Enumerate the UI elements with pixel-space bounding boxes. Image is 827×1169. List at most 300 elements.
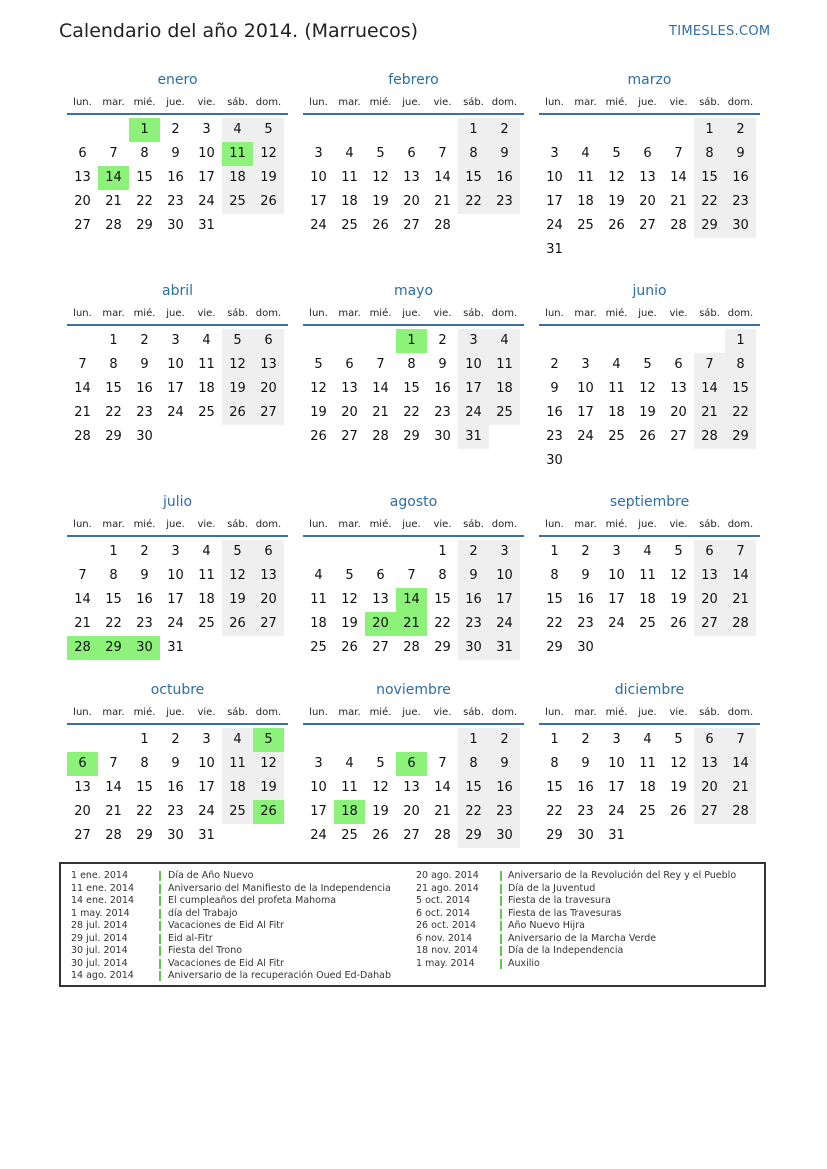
- day-cell: 24: [546, 218, 563, 233]
- day-cell: 9: [140, 357, 149, 372]
- day-cell: 12: [372, 780, 389, 795]
- day-cell: 5: [345, 568, 354, 583]
- day-cell: 27: [253, 612, 284, 636]
- day-cell: 2: [489, 118, 520, 142]
- weekday-header: mar.: [338, 519, 361, 530]
- day-cell: 16: [136, 381, 153, 396]
- day-cell: 26: [608, 218, 625, 233]
- holiday-day-cell: 14: [98, 166, 129, 190]
- day-cell: 1: [458, 728, 489, 752]
- weekday-header: sáb.: [699, 519, 720, 530]
- holiday-marker: [159, 871, 161, 881]
- day-cell: 31: [198, 828, 215, 843]
- day-cell: 13: [341, 381, 358, 396]
- holiday-marker: [159, 896, 161, 906]
- weekday-header: jue.: [166, 97, 185, 108]
- weekday-header: mar.: [102, 707, 125, 718]
- day-cell: 20: [694, 776, 725, 800]
- day-cell: 19: [222, 588, 253, 612]
- day-cell: 7: [376, 357, 385, 372]
- holiday-day-cell: 1: [396, 329, 427, 353]
- month-divider: [539, 535, 760, 537]
- weekday-header: sáb.: [227, 519, 248, 530]
- weekday-header: mié.: [605, 519, 628, 530]
- day-cell: 31: [489, 636, 520, 660]
- day-cell: 3: [171, 544, 180, 559]
- day-cell: 17: [167, 592, 184, 607]
- day-cell: 25: [222, 190, 253, 214]
- month-divider: [67, 324, 288, 326]
- day-cell: 16: [577, 780, 594, 795]
- day-cell: 8: [109, 568, 118, 583]
- holiday-date: 18 nov. 2014: [416, 945, 479, 956]
- weekday-header: vie.: [433, 707, 452, 718]
- day-cell: 22: [105, 616, 122, 631]
- day-cell: 17: [577, 405, 594, 420]
- weekday-header: jue.: [638, 308, 657, 319]
- day-cell: 19: [372, 804, 389, 819]
- holiday-day-cell: 18: [334, 800, 365, 824]
- weekday-header: vie.: [433, 308, 452, 319]
- holiday-date: 6 nov. 2014: [416, 932, 472, 944]
- day-cell: 23: [489, 190, 520, 214]
- day-cell: 2: [489, 728, 520, 752]
- day-cell: 7: [725, 540, 756, 564]
- day-cell: 13: [670, 381, 687, 396]
- day-cell: 1: [458, 118, 489, 142]
- holiday-date: 1 may. 2014: [416, 957, 475, 969]
- holiday-name: Aniversario de la Revolución del Rey y el Pueblo: [508, 870, 737, 881]
- day-cell: 2: [581, 544, 590, 559]
- month-divider: [67, 113, 288, 115]
- day-cell: 17: [310, 804, 327, 819]
- day-cell: 9: [489, 752, 520, 776]
- day-cell: 27: [253, 401, 284, 425]
- month-name: diciembre: [614, 682, 685, 698]
- weekday-header: lun.: [309, 707, 328, 718]
- day-cell: 5: [376, 756, 385, 771]
- holiday-date: 20 ago. 2014: [416, 870, 479, 881]
- day-cell: 30: [136, 429, 153, 444]
- day-cell: 3: [202, 732, 211, 747]
- month-divider: [539, 723, 760, 725]
- day-cell: 3: [612, 544, 621, 559]
- holiday-date: 11 ene. 2014: [71, 882, 135, 894]
- day-cell: 17: [198, 780, 215, 795]
- day-cell: 9: [171, 146, 180, 161]
- day-cell: 5: [222, 540, 253, 564]
- day-cell: 16: [167, 170, 184, 185]
- weekday-header: lun.: [73, 519, 92, 530]
- day-cell: 16: [458, 588, 489, 612]
- day-cell: 1: [109, 333, 118, 348]
- month-name: julio: [162, 494, 193, 510]
- holiday-marker: [500, 909, 502, 919]
- holiday-day-cell: 30: [129, 636, 160, 660]
- weekday-header: jue.: [402, 519, 421, 530]
- weekday-header: mié.: [133, 97, 156, 108]
- holiday-name: Día de Año Nuevo: [168, 870, 254, 881]
- weekday-header: jue.: [166, 308, 185, 319]
- weekday-header: sáb.: [227, 97, 248, 108]
- day-cell: 5: [674, 732, 683, 747]
- month-name: marzo: [627, 72, 672, 88]
- day-cell: 3: [550, 146, 559, 161]
- day-cell: 7: [438, 146, 447, 161]
- weekday-header: vie.: [433, 97, 452, 108]
- day-cell: 17: [546, 194, 563, 209]
- day-cell: 15: [725, 377, 756, 401]
- day-cell: 16: [489, 776, 520, 800]
- weekday-header: dom.: [491, 519, 518, 530]
- day-cell: 23: [489, 800, 520, 824]
- day-cell: 9: [140, 568, 149, 583]
- weekday-header: mié.: [369, 308, 392, 319]
- weekday-header: jue.: [402, 308, 421, 319]
- day-cell: 22: [458, 190, 489, 214]
- day-cell: 1: [694, 118, 725, 142]
- weekday-header: mar.: [574, 519, 597, 530]
- day-cell: 14: [105, 780, 122, 795]
- day-cell: 25: [639, 616, 656, 631]
- day-cell: 22: [136, 194, 153, 209]
- day-cell: 10: [458, 353, 489, 377]
- day-cell: 1: [438, 544, 447, 559]
- day-cell: 5: [674, 544, 683, 559]
- day-cell: 10: [198, 146, 215, 161]
- day-cell: 7: [674, 146, 683, 161]
- holiday-date: 29 jul. 2014: [71, 932, 128, 944]
- day-cell: 7: [78, 357, 87, 372]
- day-cell: 2: [171, 122, 180, 137]
- month-name: septiembre: [609, 494, 690, 510]
- weekday-header: mar.: [102, 519, 125, 530]
- weekday-header: lun.: [309, 519, 328, 530]
- holiday-day-cell: 28: [67, 636, 98, 660]
- day-cell: 4: [222, 728, 253, 752]
- day-cell: 3: [171, 333, 180, 348]
- day-cell: 20: [253, 377, 284, 401]
- day-cell: 18: [310, 616, 327, 631]
- day-cell: 11: [489, 353, 520, 377]
- holiday-name: Vacaciones de Eid Al Fitr: [168, 957, 284, 969]
- holiday-name: Fiesta del Trono: [168, 945, 243, 956]
- day-cell: 24: [167, 616, 184, 631]
- day-cell: 23: [167, 804, 184, 819]
- day-cell: 13: [74, 780, 91, 795]
- day-cell: 15: [434, 592, 451, 607]
- day-cell: 29: [136, 828, 153, 843]
- weekday-header: lun.: [545, 308, 564, 319]
- holiday-name: Año Nuevo Hijra: [508, 920, 585, 931]
- day-cell: 24: [458, 401, 489, 425]
- day-cell: 7: [694, 353, 725, 377]
- day-cell: 12: [222, 353, 253, 377]
- weekday-header: lun.: [309, 308, 328, 319]
- day-cell: 28: [670, 218, 687, 233]
- day-cell: 11: [608, 381, 625, 396]
- day-cell: 26: [372, 828, 389, 843]
- day-cell: 20: [341, 405, 358, 420]
- holiday-marker: [500, 959, 502, 969]
- day-cell: 5: [643, 357, 652, 372]
- day-cell: 29: [546, 640, 563, 655]
- day-cell: 15: [136, 780, 153, 795]
- weekday-header: sáb.: [699, 97, 720, 108]
- day-cell: 16: [167, 780, 184, 795]
- day-cell: 16: [434, 381, 451, 396]
- day-cell: 12: [670, 756, 687, 771]
- day-cell: 30: [489, 824, 520, 848]
- day-cell: 24: [167, 405, 184, 420]
- day-cell: 19: [253, 776, 284, 800]
- day-cell: 22: [136, 804, 153, 819]
- day-cell: 19: [253, 166, 284, 190]
- day-cell: 22: [434, 616, 451, 631]
- holiday-day-cell: 14: [396, 588, 427, 612]
- day-cell: 13: [253, 564, 284, 588]
- day-cell: 16: [577, 592, 594, 607]
- day-cell: 24: [577, 429, 594, 444]
- day-cell: 4: [222, 118, 253, 142]
- day-cell: 27: [670, 429, 687, 444]
- day-cell: 20: [403, 194, 420, 209]
- day-cell: 22: [546, 804, 563, 819]
- day-cell: 28: [372, 429, 389, 444]
- holiday-date: 26 oct. 2014: [416, 920, 477, 931]
- day-cell: 18: [341, 194, 358, 209]
- month-name: febrero: [388, 72, 439, 88]
- day-cell: 1: [550, 544, 559, 559]
- day-cell: 18: [198, 381, 215, 396]
- day-cell: 5: [314, 357, 323, 372]
- weekday-header: vie.: [669, 97, 688, 108]
- weekday-header: mié.: [369, 519, 392, 530]
- day-cell: 13: [74, 170, 91, 185]
- day-cell: 12: [372, 170, 389, 185]
- day-cell: 3: [581, 357, 590, 372]
- day-cell: 30: [434, 429, 451, 444]
- day-cell: 3: [612, 732, 621, 747]
- day-cell: 28: [434, 218, 451, 233]
- month-name: octubre: [150, 682, 205, 698]
- weekday-header: mar.: [574, 707, 597, 718]
- day-cell: 17: [608, 780, 625, 795]
- day-cell: 23: [136, 616, 153, 631]
- day-cell: 23: [167, 194, 184, 209]
- weekday-header: vie.: [669, 308, 688, 319]
- day-cell: 4: [643, 732, 652, 747]
- day-cell: 30: [167, 828, 184, 843]
- day-cell: 10: [546, 170, 563, 185]
- day-cell: 22: [458, 800, 489, 824]
- day-cell: 9: [581, 756, 590, 771]
- holiday-name: Día de la Juventud: [508, 882, 596, 894]
- day-cell: 9: [458, 564, 489, 588]
- day-cell: 21: [670, 194, 687, 209]
- holiday-marker: [500, 934, 502, 944]
- day-cell: 13: [253, 353, 284, 377]
- month-name: mayo: [393, 283, 434, 299]
- day-cell: 19: [608, 194, 625, 209]
- weekday-header: mar.: [574, 97, 597, 108]
- day-cell: 7: [407, 568, 416, 583]
- day-cell: 19: [372, 194, 389, 209]
- weekday-header: dom.: [491, 707, 518, 718]
- day-cell: 3: [202, 122, 211, 137]
- day-cell: 11: [341, 780, 358, 795]
- month-divider: [303, 535, 524, 537]
- day-cell: 4: [643, 544, 652, 559]
- month-name: noviembre: [376, 682, 451, 698]
- day-cell: 9: [550, 381, 559, 396]
- day-cell: 2: [171, 732, 180, 747]
- day-cell: 9: [581, 568, 590, 583]
- day-cell: 17: [608, 592, 625, 607]
- weekday-header: sáb.: [227, 707, 248, 718]
- day-cell: 15: [546, 592, 563, 607]
- day-cell: 14: [434, 170, 451, 185]
- day-cell: 23: [725, 190, 756, 214]
- weekday-header: mié.: [605, 308, 628, 319]
- day-cell: 28: [434, 828, 451, 843]
- holiday-marker: [500, 921, 502, 931]
- day-cell: 9: [438, 357, 447, 372]
- month-divider: [303, 723, 524, 725]
- weekday-header: lun.: [73, 707, 92, 718]
- holiday-day-cell: 1: [129, 118, 160, 142]
- day-cell: 14: [694, 377, 725, 401]
- weekday-header: mar.: [574, 308, 597, 319]
- day-cell: 4: [581, 146, 590, 161]
- day-cell: 10: [310, 170, 327, 185]
- holiday-name: día del Trabajo: [168, 907, 238, 919]
- holiday-marker: [159, 971, 161, 981]
- day-cell: 12: [639, 381, 656, 396]
- day-cell: 26: [372, 218, 389, 233]
- day-cell: 29: [434, 640, 451, 655]
- weekday-header: sáb.: [699, 707, 720, 718]
- day-cell: 29: [694, 214, 725, 238]
- day-cell: 18: [198, 592, 215, 607]
- month-name: agosto: [389, 494, 438, 510]
- weekday-header: dom.: [255, 519, 282, 530]
- day-cell: 21: [74, 616, 91, 631]
- day-cell: 6: [376, 568, 385, 583]
- day-cell: 4: [314, 568, 323, 583]
- holiday-marker: [500, 946, 502, 956]
- weekday-header: sáb.: [463, 308, 484, 319]
- day-cell: 13: [403, 170, 420, 185]
- day-cell: 26: [222, 401, 253, 425]
- day-cell: 23: [458, 612, 489, 636]
- day-cell: 4: [202, 544, 211, 559]
- day-cell: 23: [434, 405, 451, 420]
- day-cell: 21: [105, 194, 122, 209]
- holiday-date: 14 ene. 2014: [71, 895, 135, 906]
- holiday-date: 1 may. 2014: [71, 907, 130, 919]
- day-cell: 18: [489, 377, 520, 401]
- day-cell: 1: [725, 329, 756, 353]
- day-cell: 21: [725, 588, 756, 612]
- month-name: junio: [632, 283, 667, 299]
- holiday-day-cell: 11: [222, 142, 253, 166]
- day-cell: 30: [577, 828, 594, 843]
- weekday-header: vie.: [197, 707, 216, 718]
- day-cell: 25: [639, 804, 656, 819]
- day-cell: 14: [372, 381, 389, 396]
- day-cell: 27: [74, 218, 91, 233]
- day-cell: 5: [612, 146, 621, 161]
- day-cell: 26: [639, 429, 656, 444]
- day-cell: 26: [310, 429, 327, 444]
- weekday-header: lun.: [309, 97, 328, 108]
- holiday-day-cell: 26: [253, 800, 284, 824]
- holiday-name: Aniversario de la recuperación Oued Ed-Dahab: [168, 970, 392, 981]
- day-cell: 3: [314, 146, 323, 161]
- day-cell: 28: [725, 612, 756, 636]
- day-cell: 10: [310, 780, 327, 795]
- day-cell: 16: [136, 592, 153, 607]
- month-divider: [539, 324, 760, 326]
- day-cell: 7: [438, 756, 447, 771]
- day-cell: 28: [105, 218, 122, 233]
- month-name: abril: [161, 283, 193, 299]
- day-cell: 1: [550, 732, 559, 747]
- day-cell: 24: [198, 804, 215, 819]
- day-cell: 4: [345, 756, 354, 771]
- day-cell: 24: [608, 804, 625, 819]
- day-cell: 15: [546, 780, 563, 795]
- weekday-header: mar.: [102, 308, 125, 319]
- day-cell: 27: [341, 429, 358, 444]
- day-cell: 20: [74, 804, 91, 819]
- day-cell: 8: [694, 142, 725, 166]
- brand-link[interactable]: TIMESLES.COM: [669, 24, 771, 39]
- day-cell: 10: [167, 568, 184, 583]
- month-name: enero: [157, 72, 198, 88]
- day-cell: 10: [608, 756, 625, 771]
- holiday-name: Aniversario del Manifiesto de la Independencia: [168, 882, 391, 894]
- weekday-header: jue.: [638, 519, 657, 530]
- weekday-header: lun.: [545, 519, 564, 530]
- day-cell: 30: [458, 636, 489, 660]
- day-cell: 23: [546, 429, 563, 444]
- day-cell: 26: [670, 804, 687, 819]
- day-cell: 23: [577, 804, 594, 819]
- day-cell: 15: [403, 381, 420, 396]
- weekday-header: sáb.: [227, 308, 248, 319]
- day-cell: 18: [639, 592, 656, 607]
- day-cell: 22: [725, 401, 756, 425]
- day-cell: 12: [222, 564, 253, 588]
- weekday-header: dom.: [255, 308, 282, 319]
- day-cell: 14: [725, 564, 756, 588]
- day-cell: 15: [694, 166, 725, 190]
- holiday-date: 21 ago. 2014: [416, 882, 479, 894]
- weekday-header: mié.: [133, 519, 156, 530]
- day-cell: 9: [171, 756, 180, 771]
- day-cell: 15: [105, 381, 122, 396]
- holiday-day-cell: 29: [98, 636, 129, 660]
- holiday-marker: [159, 921, 161, 931]
- day-cell: 13: [372, 592, 389, 607]
- day-cell: 2: [725, 118, 756, 142]
- day-cell: 5: [376, 146, 385, 161]
- day-cell: 29: [403, 429, 420, 444]
- holiday-date: 30 jul. 2014: [71, 945, 128, 956]
- day-cell: 27: [639, 218, 656, 233]
